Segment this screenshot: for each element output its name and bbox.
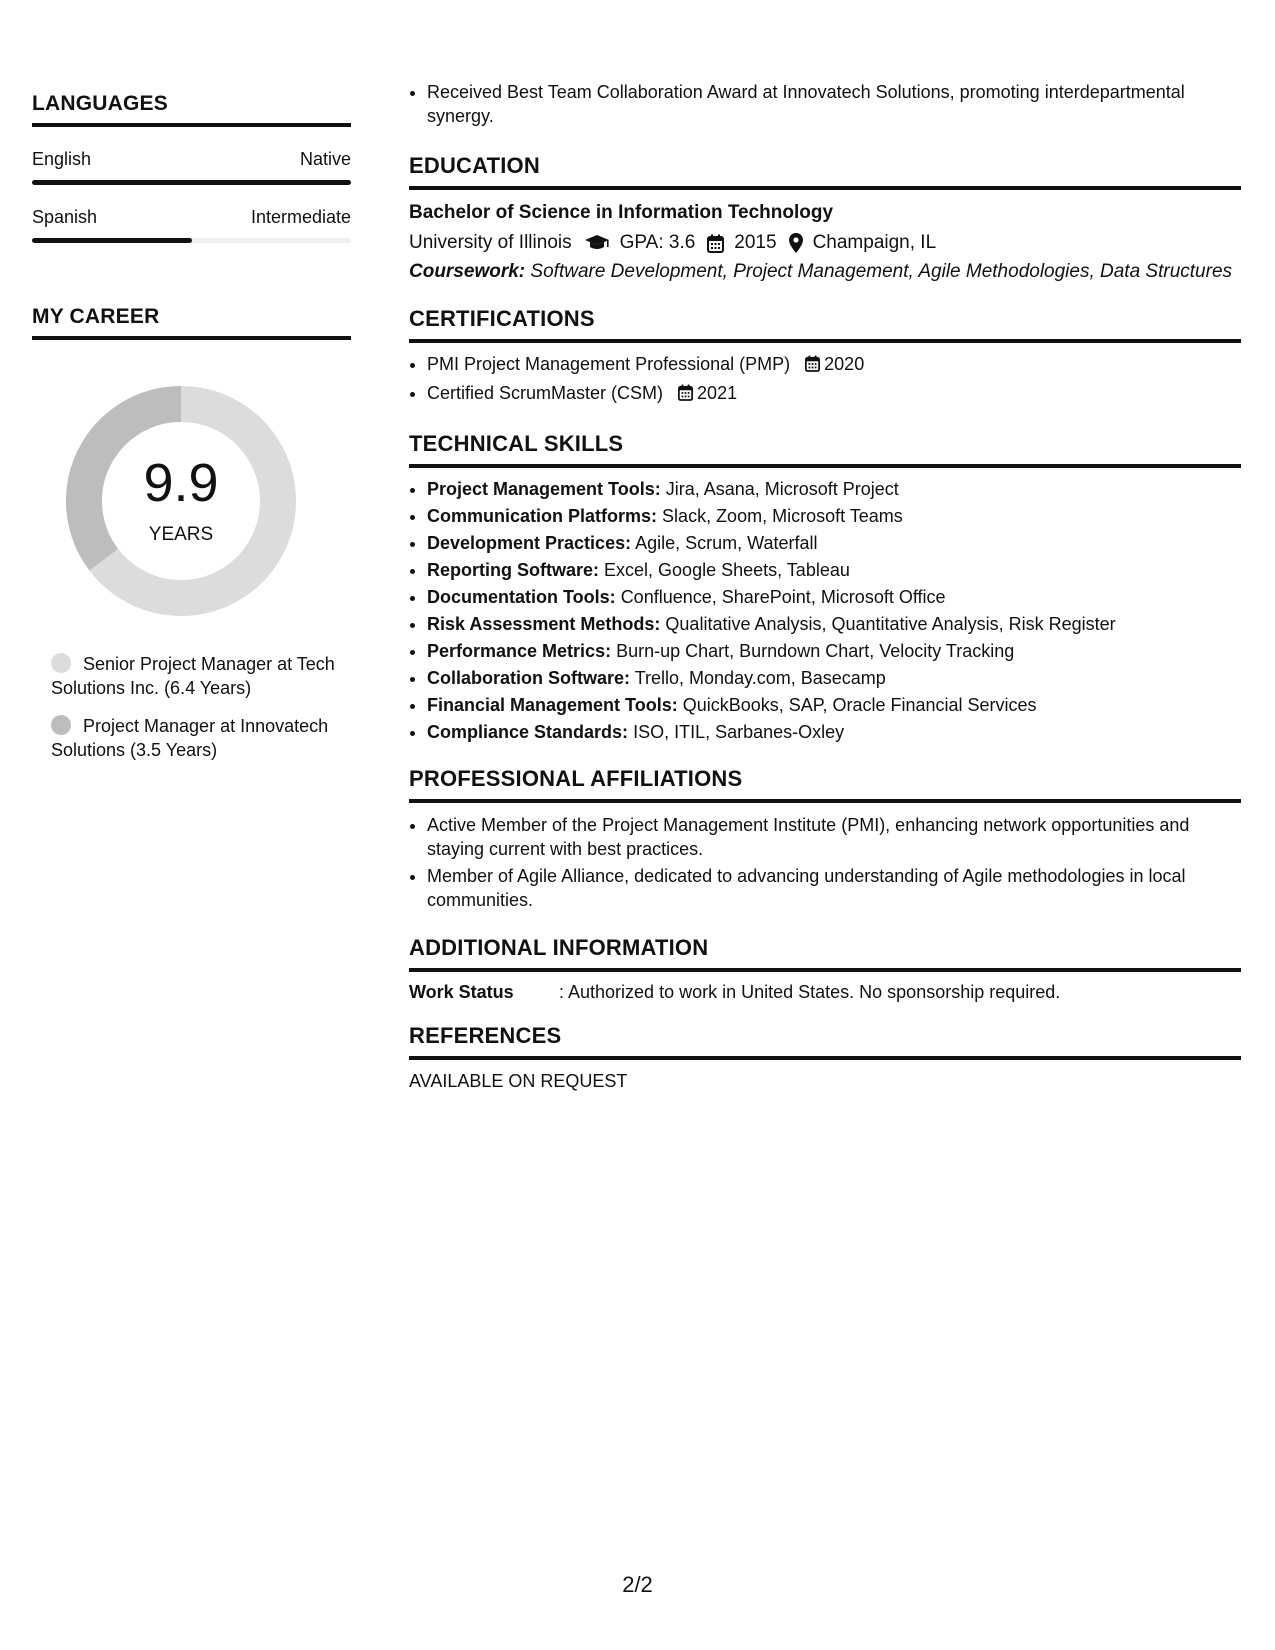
- language-proficiency-fill: [32, 238, 192, 243]
- skill-value: Jira, Asana, Microsoft Project: [665, 479, 899, 499]
- location-pin-icon: [789, 233, 803, 253]
- skills-title: TECHNICAL SKILLS: [409, 431, 1241, 468]
- legend-item: [51, 652, 351, 700]
- work-status-label: Work Status: [409, 982, 514, 1002]
- skill-label: Development Practices:: [427, 533, 632, 553]
- award-item: • Received Best Team Collaboration Award at Innovatech Solutions, promoting interdepartmental synergy.: [427, 80, 1241, 128]
- legend-label: Project Manager at Innovatech Solutions (3.5 Years): [51, 716, 329, 760]
- affiliations-list: [409, 813, 1241, 912]
- career-unit: YEARS: [148, 524, 214, 545]
- skill-value: ISO, ITIL, Sarbanes-Oxley: [633, 722, 845, 742]
- language-level: Native: [299, 149, 351, 169]
- certifications-title: CERTIFICATIONS: [409, 306, 1241, 343]
- skill-value: QuickBooks, SAP, Oracle Financial Services: [682, 695, 1037, 715]
- skill-value: Qualitative Analysis, Quantitative Analysis, Risk Register: [665, 614, 1116, 634]
- gpa: GPA: 3.6: [619, 232, 696, 253]
- certification-year: 2021: [697, 383, 738, 403]
- school: University of Illinois: [409, 232, 572, 253]
- skills-list: [409, 476, 1241, 746]
- legend-dot: [51, 653, 71, 673]
- certification-item: [427, 380, 1241, 409]
- career-donut: [66, 386, 296, 616]
- skill-label: Performance Metrics:: [427, 641, 612, 661]
- coursework-value: Software Development, Project Management, Agile Methodologies, Data Structures: [530, 261, 1233, 282]
- certification-year: 2020: [824, 354, 865, 374]
- coursework: [409, 260, 1241, 284]
- left-column: [32, 0, 351, 776]
- graduation-cap-icon: [584, 234, 610, 252]
- additional-info-title: ADDITIONAL INFORMATION: [409, 935, 1241, 972]
- skill-item: [427, 611, 1241, 638]
- language-name: Spanish: [32, 207, 98, 227]
- languages-title: LANGUAGES: [32, 92, 351, 127]
- location: Champaign, IL: [812, 232, 937, 253]
- right-column: [409, 0, 1241, 1092]
- skill-label: Reporting Software:: [427, 560, 600, 580]
- certification-item: [427, 351, 1241, 380]
- calendar-icon: [678, 382, 693, 409]
- skill-item: [427, 530, 1241, 557]
- certification-name: Certified ScrumMaster (CSM): [427, 383, 664, 403]
- skill-value: Excel, Google Sheets, Tableau: [604, 560, 850, 580]
- career-total: 9.9: [143, 453, 219, 513]
- affiliation-item: • Member of Agile Alliance, dedicated to advancing understanding of Agile methodologies in local communities.: [427, 864, 1241, 912]
- skill-value: Agile, Scrum, Waterfall: [635, 533, 818, 553]
- skill-label: Financial Management Tools:: [427, 695, 678, 715]
- references-title: REFERENCES: [409, 1023, 1241, 1060]
- certification-name: PMI Project Management Professional (PMP): [427, 354, 791, 374]
- skill-item: [427, 584, 1241, 611]
- affiliation-item: • Active Member of the Project Management Institute (PMI), enhancing network opportunities and staying current with best practices.: [427, 813, 1241, 861]
- skill-item: [427, 719, 1241, 746]
- skill-value: Slack, Zoom, Microsoft Teams: [662, 506, 903, 526]
- skill-label: Documentation Tools:: [427, 587, 616, 607]
- skill-label: Project Management Tools:: [427, 479, 661, 499]
- legend-label: Senior Project Manager at Tech Solutions Inc. (6.4 Years): [51, 654, 335, 698]
- skill-item: [427, 476, 1241, 503]
- degree: Bachelor of Science in Information Technology: [409, 202, 834, 223]
- certifications-list: [409, 351, 1241, 409]
- language-item: [32, 207, 351, 243]
- language-level: Intermediate: [250, 207, 351, 227]
- skill-item: [427, 557, 1241, 584]
- language-proficiency-fill: [32, 180, 351, 185]
- career-title: MY CAREER: [32, 305, 351, 340]
- calendar-icon: [707, 234, 724, 253]
- references-text: AVAILABLE ON REQUEST: [409, 1071, 628, 1091]
- work-status-value: : Authorized to work in United States. No sponsorship required.: [559, 982, 1061, 1002]
- skill-label: Communication Platforms:: [427, 506, 658, 526]
- skill-item: [427, 503, 1241, 530]
- award-list: [409, 80, 1241, 128]
- affiliations-title: PROFESSIONAL AFFILIATIONS: [409, 766, 1241, 803]
- skill-label: Compliance Standards:: [427, 722, 629, 742]
- skill-value: Trello, Monday.com, Basecamp: [634, 668, 886, 688]
- skill-value: Confluence, SharePoint, Microsoft Office: [620, 587, 946, 607]
- language-proficiency-bar: [32, 180, 351, 185]
- skill-label: Risk Assessment Methods:: [427, 614, 661, 634]
- education-details: [409, 232, 1241, 254]
- education-title: EDUCATION: [409, 153, 1241, 190]
- skill-value: Burn-up Chart, Burndown Chart, Velocity Tracking: [616, 641, 1015, 661]
- skill-item: [427, 638, 1241, 665]
- language-name: English: [32, 149, 92, 169]
- skill-item: [427, 665, 1241, 692]
- language-item: [32, 149, 351, 185]
- page-number: 2/2: [622, 1572, 653, 1597]
- legend-item: [51, 714, 351, 762]
- coursework-label: Coursework:: [409, 261, 526, 282]
- legend-dot: [51, 715, 71, 735]
- skill-label: Collaboration Software:: [427, 668, 631, 688]
- skill-item: [427, 692, 1241, 719]
- work-status-row: [409, 982, 1241, 1003]
- graduation-year: 2015: [734, 232, 777, 253]
- career-legend: [32, 652, 351, 762]
- calendar-icon: [805, 353, 820, 380]
- language-proficiency-bar: [32, 238, 351, 243]
